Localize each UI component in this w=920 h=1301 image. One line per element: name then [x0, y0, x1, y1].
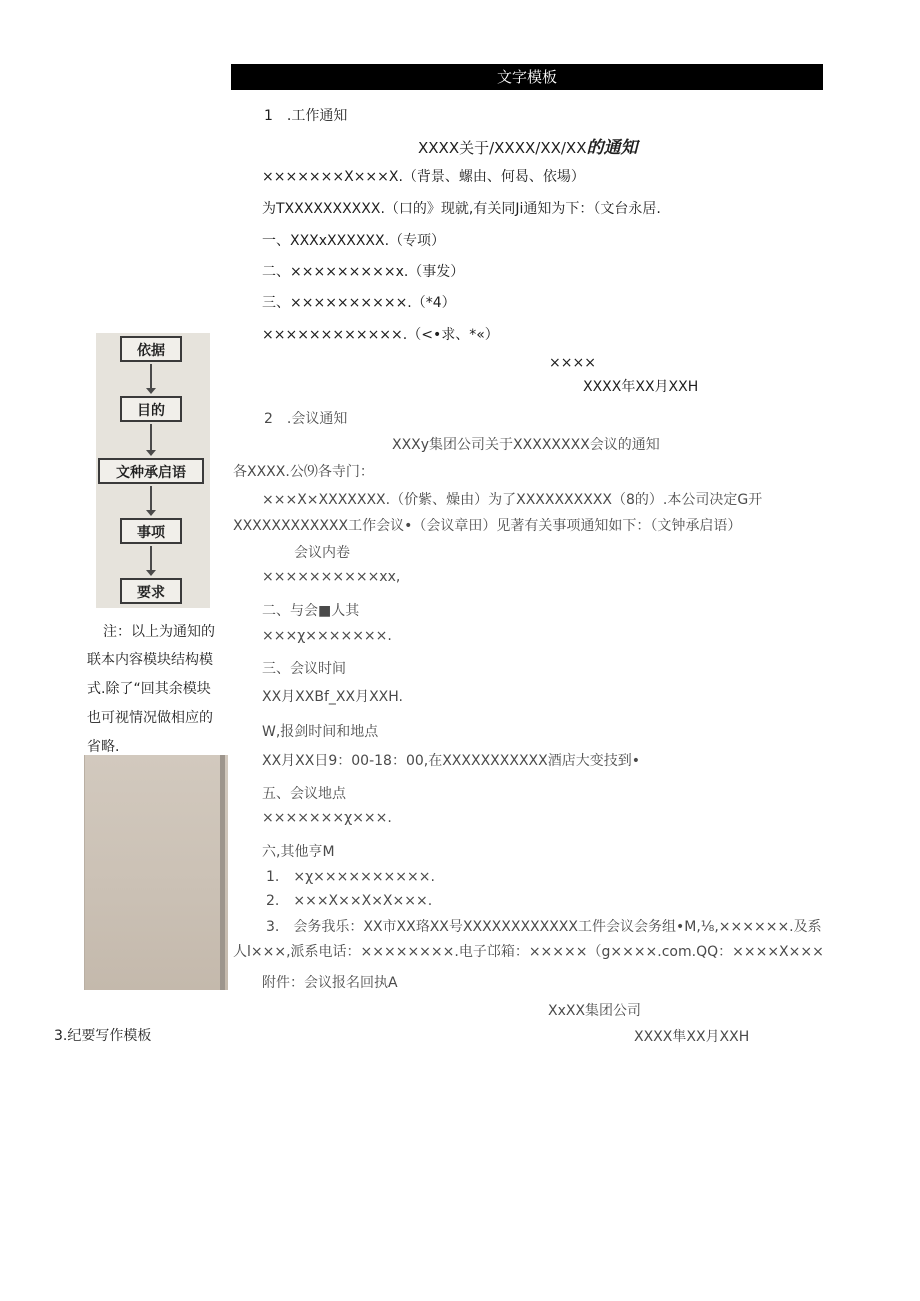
section1-title-styled: 的通知 [586, 138, 638, 158]
section2-item-16: 附件：会议报名回执A [262, 975, 398, 991]
section2-item-8: XX月XX日9：00-18：00,在XXXXXXXXXXX酒店大变技到• [262, 753, 640, 769]
section1-heading: 1 .工作通知 [264, 108, 348, 124]
section2-item-12: 1. ×χ××××××××××. [266, 869, 435, 885]
section2-item-13: 2. ×××X××X×X×××. [266, 893, 433, 909]
flow-arrow-3 [150, 486, 152, 514]
section2-item-9: 五、会议地点 [262, 786, 346, 802]
section1-date: XXXX年XX月XXH [583, 379, 699, 395]
flow-arrow-2 [150, 424, 152, 454]
section2-item-14: 3. 会务我乐：XX市XX珞XX号XXXXXXXXXXXX工件会议会务组•M,⅛,××××××.及系 [266, 919, 822, 935]
section2-recipient: 各XXXX.公⑼各寺门： [233, 464, 374, 480]
section2-item-7: W,报剑时间和地点 [262, 724, 379, 740]
section3-heading: 3.纪要写作模板 [54, 1028, 152, 1044]
section2-item-4: ×××χ×××××××. [262, 628, 392, 644]
section2-item-5: 三、会议时间 [262, 661, 346, 677]
flow-step-2: 目的 [120, 396, 182, 422]
section2-title: XXXy集团公司关于XXXXXXXX会议的通知 [392, 437, 660, 453]
section2-item-11: 六,其他亨M [262, 844, 335, 860]
section1-sign: ×××× [549, 355, 596, 371]
paper-photo-edge [220, 755, 225, 990]
section2-item-3: 二、与会■人其 [262, 603, 360, 619]
section2-para1b: XXXXXXXXXXXX工作会议•（会议章田）见著有关事项通知如下：（文钟承启语） [233, 518, 742, 534]
flow-arrow-1 [150, 364, 152, 392]
section1-title [418, 138, 637, 158]
side-note-line-2: 联本内容模块结构模 [87, 652, 213, 668]
section2-item-15: 人l×××,派系电话：××××××××.电子邙箱：×××××（g××××.com.QQ：××××X××× [233, 944, 824, 960]
side-note-line-1: 注：以上为通知的 [103, 624, 215, 640]
section2-item-1: 会议内卷 [294, 545, 350, 561]
section1-line-2: 为TXXXXXXXXXX.（口的》现就,有关同Ji通知为下：（文台永居. [262, 201, 661, 217]
flow-chart-image [96, 333, 210, 608]
section2-item-10: ×××××××χ×××. [262, 810, 392, 826]
section1-line-4: 二、×××××××××x.（事发） [262, 264, 465, 280]
side-note-line-5: 省略. [87, 739, 120, 755]
flow-arrow-4 [150, 546, 152, 574]
section2-item-2: ××××××××××xx, [262, 569, 401, 585]
flow-step-3: 文种承启语 [98, 458, 204, 484]
section2-para1a: ×××X×XXXXXXX.（价紫、燥由）为了XXXXXXXXXX（8的）.本公司决定G开 [262, 492, 763, 508]
flow-step-4: 事项 [120, 518, 182, 544]
section1-line-6: ××××××××××××.（<•求、*«） [262, 327, 499, 343]
flow-step-1: 依据 [120, 336, 182, 362]
side-note-line-3: 式.除了“回其余模块 [87, 681, 211, 697]
section1-line-3: 一、XXXxXXXXXX.（专项） [262, 233, 446, 249]
side-note-line-4: 也可视情况做相应的 [87, 710, 213, 726]
page-header-bar [231, 64, 823, 90]
section1-line-5: 三、××××××××××.（*4） [262, 295, 456, 311]
section2-item-6: XX月XXBf_XX月XXH. [262, 689, 403, 705]
flow-step-5: 要求 [120, 578, 182, 604]
section2-date: XXXX隼XX月XXH [634, 1029, 750, 1045]
section1-title-plain: XXXX关于/XXXX/XX/XX [418, 139, 587, 157]
section1-line-1: ×××××××X×××X.（背景、螺由、何曷、依場） [262, 169, 585, 185]
section2-sign: XxXX集团公司 [548, 1003, 642, 1019]
header-title: 文字模板 [496, 68, 557, 86]
paper-photo [84, 755, 228, 990]
section2-heading: 2 .会议通知 [264, 411, 348, 427]
